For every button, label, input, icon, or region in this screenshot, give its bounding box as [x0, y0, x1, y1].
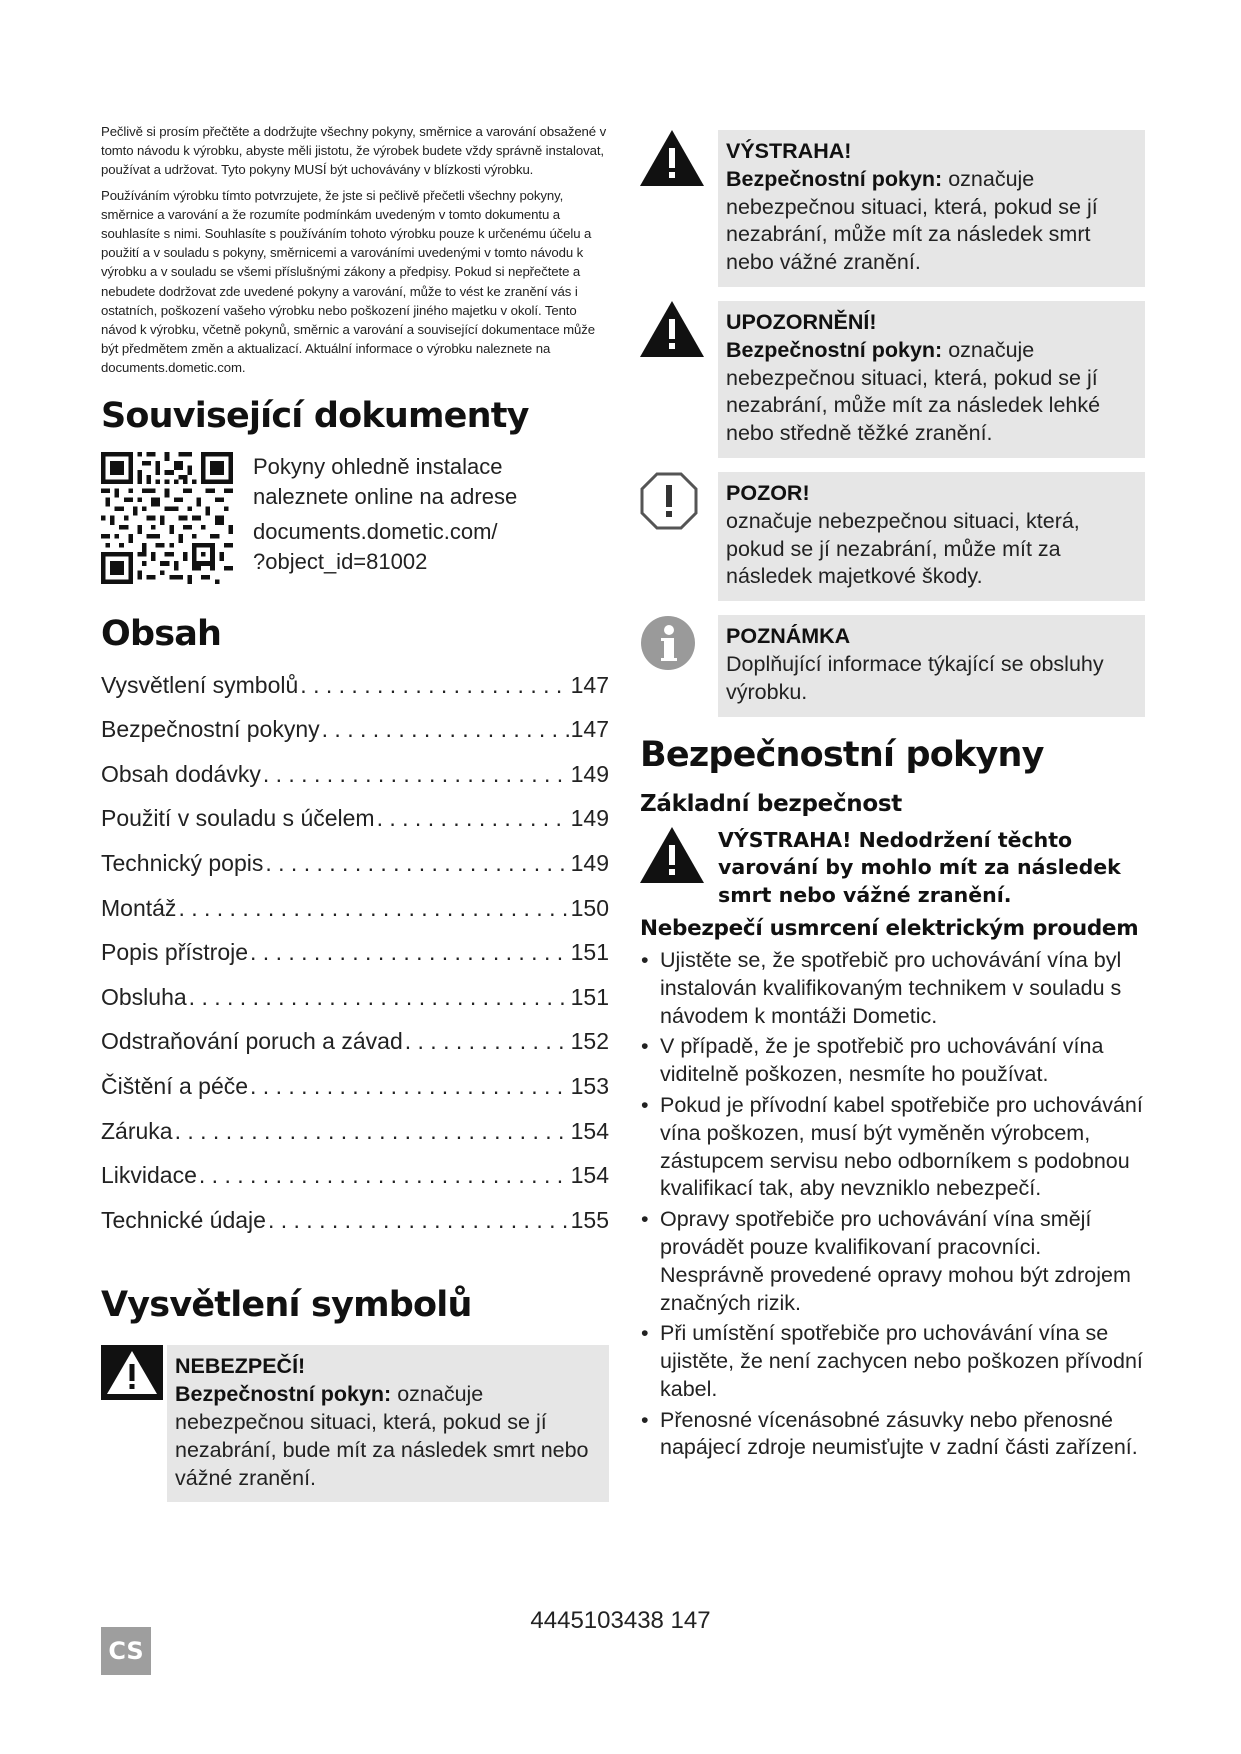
- toc-entry-page: 151: [570, 983, 609, 1010]
- toc-leader-dots: [175, 1118, 569, 1145]
- intro: [101, 122, 609, 378]
- warning-title: VÝSTRAHA!: [726, 139, 852, 163]
- notice-box: [718, 472, 1145, 601]
- toc-leader-dots: [250, 1073, 569, 1100]
- toc-leader-dots: [250, 939, 569, 966]
- caution-label: Bezpečnostní pokyn:: [726, 337, 943, 362]
- qr-code-icon: [101, 452, 233, 584]
- safety-bullet-list: [640, 947, 1145, 1462]
- toc-leader-dots: [322, 716, 569, 743]
- toc-entry-page: 154: [570, 1117, 609, 1144]
- related-line-2: naleznete online na adrese: [253, 484, 518, 510]
- safety-warning-text: VÝSTRAHA! Nedodržení těchto varování by mohlo mít za následek smrt nebo vážné zranění.: [718, 827, 1121, 908]
- notice-text: označuje nebezpečnou situaci, která, pokud se jí nezabrání, může mít za následek majetkové škody.: [726, 508, 1080, 589]
- list-item: • Ujistěte se, že spotřebič pro uchovávání vína byl instalován kvalifikovaným technikem v souladu s návodem k montáži Dometic.: [640, 947, 1145, 1030]
- toc-entry-title: Odstraňování poruch a závad: [101, 1028, 403, 1055]
- notice-octagon-icon: [640, 472, 698, 530]
- basic-safety-heading: Základní bezpečnost: [640, 790, 902, 817]
- toc-entry-page: 154: [570, 1162, 609, 1189]
- toc-entry-title: Vysvětlení symbolů: [101, 671, 299, 698]
- warning-text: označuje nebezpečnou situaci, která, pokud se jí nezabrání, může mít za následek smrt nebo vážné zranění.: [726, 166, 1098, 275]
- note-text: Doplňující informace týkající se obsluhy výrobku.: [726, 651, 1104, 704]
- page-number: 4445103438 147: [530, 1607, 711, 1634]
- toc-entry[interactable]: [101, 1162, 609, 1207]
- toc-entry-page: 153: [570, 1072, 609, 1099]
- related-documents-heading: Související dokumenty: [101, 395, 529, 436]
- related-line-1: Pokyny ohledně instalace: [253, 453, 503, 479]
- toc-entry-title: Bezpečnostní pokyny: [101, 716, 320, 743]
- safety-heading: Bezpečnostní pokyny: [640, 734, 1044, 775]
- symbols-heading: Vysvětlení symbolů: [101, 1285, 472, 1326]
- toc-leader-dots: [405, 1028, 569, 1055]
- toc-entry[interactable]: [101, 716, 609, 761]
- toc-leader-dots: [265, 850, 568, 877]
- info-icon: [640, 615, 696, 671]
- list-item: • Opravy spotřebiče pro uchovávání vína smějí provádět pouze kvalifikovaní pracovníci. Nesprávně provedené opravy mohou být zdrojem značných rizik.: [640, 1206, 1145, 1317]
- table-of-contents: [101, 672, 609, 1252]
- toc-entry-title: Technické údaje: [101, 1206, 266, 1233]
- warning-label: Bezpečnostní pokyn:: [726, 166, 943, 191]
- danger-label: Bezpečnostní pokyn:: [175, 1382, 392, 1407]
- toc-leader-dots: [189, 984, 569, 1011]
- toc-entry-title: Čištění a péče: [101, 1072, 249, 1099]
- caution-box: [718, 301, 1145, 458]
- list-item: • Pokud je přívodní kabel spotřebiče pro uchovávání vína poškozen, musí být vyměněn výrobcem, zástupcem servisu nebo odborníkem s podobnou kvalifikací tak, aby nevzniklo nebezpečí.: [640, 1092, 1145, 1203]
- danger-title: NEBEZPEČÍ!: [175, 1354, 306, 1379]
- toc-entry[interactable]: [101, 939, 609, 984]
- toc-leader-dots: [263, 761, 569, 788]
- list-item: • Přenosné vícenásobné zásuvky nebo přenosné napájecí zdroje neumisťujte v zadní části zařízení.: [640, 1407, 1145, 1463]
- toc-entry[interactable]: [101, 1073, 609, 1118]
- caution-title: UPOZORNĚNÍ!: [726, 309, 877, 334]
- toc-entry[interactable]: [101, 672, 609, 717]
- warning-icon: [640, 827, 704, 883]
- related-documents-text: [253, 452, 517, 584]
- toc-entry[interactable]: [101, 1028, 609, 1073]
- related-link-line-2[interactable]: ?object_id=81002: [253, 549, 428, 575]
- danger-block: [101, 1345, 609, 1502]
- caution-text: označuje nebezpečnou situaci, která, pokud se jí nezabrání, může mít za následek lehké nebo středně těžké zranění.: [726, 337, 1101, 446]
- notice-title: POZOR!: [726, 480, 810, 505]
- toc-leader-dots: [268, 1207, 569, 1234]
- toc-entry-title: Obsah dodávky: [101, 760, 261, 787]
- toc-entry-title: Popis přístroje: [101, 939, 249, 966]
- safety-warning: [640, 827, 1145, 910]
- warning-box: [718, 130, 1145, 287]
- danger-box: [167, 1345, 609, 1502]
- toc-entry-page: 150: [570, 894, 609, 921]
- toc-entry-title: Obsluha: [101, 983, 187, 1010]
- toc-entry-page: 151: [570, 939, 609, 966]
- left-column: [101, 122, 609, 1502]
- note-title: POZNÁMKA: [726, 624, 851, 649]
- toc-entry[interactable]: [101, 1118, 609, 1163]
- related-documents: [101, 452, 609, 584]
- toc-leader-dots: [377, 805, 569, 832]
- warning-block: [640, 130, 1145, 287]
- toc-entry-page: 147: [570, 671, 609, 698]
- right-column: [640, 130, 1145, 1465]
- toc-heading: Obsah: [101, 613, 222, 654]
- warning-icon: [640, 130, 704, 186]
- toc-entry[interactable]: [101, 761, 609, 806]
- toc-entry-page: 149: [570, 805, 609, 832]
- toc-entry[interactable]: [101, 1207, 609, 1252]
- toc-entry-page: 152: [570, 1028, 609, 1055]
- toc-leader-dots: [199, 1162, 569, 1189]
- list-item: • Při umístění spotřebiče pro uchovávání vína se ujistěte, že není zachycen nebo poškozen přívodní kabel.: [640, 1320, 1145, 1403]
- note-box: [718, 615, 1145, 716]
- danger-text: označuje nebezpečnou situaci, která, pokud se jí nezabrání, bude mít za následek smrt nebo vážné zranění.: [175, 1382, 589, 1490]
- notice-block: [640, 472, 1145, 601]
- list-item: • V případě, že je spotřebič pro uchovávání vína viditelně poškozen, nesmíte ho používat.: [640, 1033, 1145, 1089]
- language-badge: CS: [101, 1627, 151, 1675]
- toc-entry-page: 155: [570, 1206, 609, 1233]
- danger-icon: [101, 1345, 163, 1400]
- toc-entry-title: Použití v souladu s účelem: [101, 805, 375, 832]
- toc-entry-title: Technický popis: [101, 850, 264, 877]
- toc-leader-dots: [178, 895, 568, 922]
- toc-entry[interactable]: [101, 895, 609, 940]
- toc-entry[interactable]: [101, 850, 609, 895]
- toc-entry-page: 147: [570, 716, 609, 743]
- toc-entry[interactable]: [101, 984, 609, 1029]
- toc-entry-page: 149: [570, 760, 609, 787]
- toc-entry-title: Montáž: [101, 894, 177, 921]
- toc-leader-dots: [300, 672, 568, 699]
- note-block: [640, 615, 1145, 716]
- toc-entry-title: Záruka: [101, 1117, 173, 1144]
- toc-entry[interactable]: [101, 805, 609, 850]
- intro-paragraph-2: Používáním výrobku tímto potvrzujete, že jste si pečlivě přečetli všechny pokyny, směrnice a varování a že rozumíte podmínkám uvedeným v tomto dokumentu a souhlasíte s nimi. Souhlasíte s používáním tohoto výrobku pouze k určenému účelu a použití a v souladu s pokyny, směrnicemi a varováními uvedenými v tomto návodu k výrobku a v souladu se všemi příslušnými zákony a předpisy. Pokud si nepřečtete a nebudete dodržovat zde uvedené pokyny a varování, může to vést ke zranění vás i ostatních, poškození vašeho výrobku nebo poškození jiného majetku v okolí. Tento návod k výrobku, včetně pokynů, směrnic a varování a související dokumentace může být předmětem změn a aktualizací. Aktuální informace o výrobku naleznete na documents.dometic.com.: [101, 187, 596, 376]
- toc-entry-page: 149: [570, 850, 609, 877]
- intro-paragraph-1: Pečlivě si prosím přečtěte a dodržujte všechny pokyny, směrnice a varování obsažené v tomto návodu k výrobku, abyste měli jistotu, že výrobek budete vždy správně instalovat, používat a udržovat. Tyto pokyny MUSÍ být uchovávány v blízkosti výrobku.: [101, 124, 607, 178]
- electric-shock-heading: Nebezpečí usmrcení elektrickým proudem: [640, 915, 1139, 941]
- toc-entry-title: Likvidace: [101, 1162, 197, 1189]
- related-link-line-1[interactable]: documents.dometic.com/: [253, 518, 498, 544]
- caution-icon: [640, 301, 704, 357]
- caution-block: [640, 301, 1145, 458]
